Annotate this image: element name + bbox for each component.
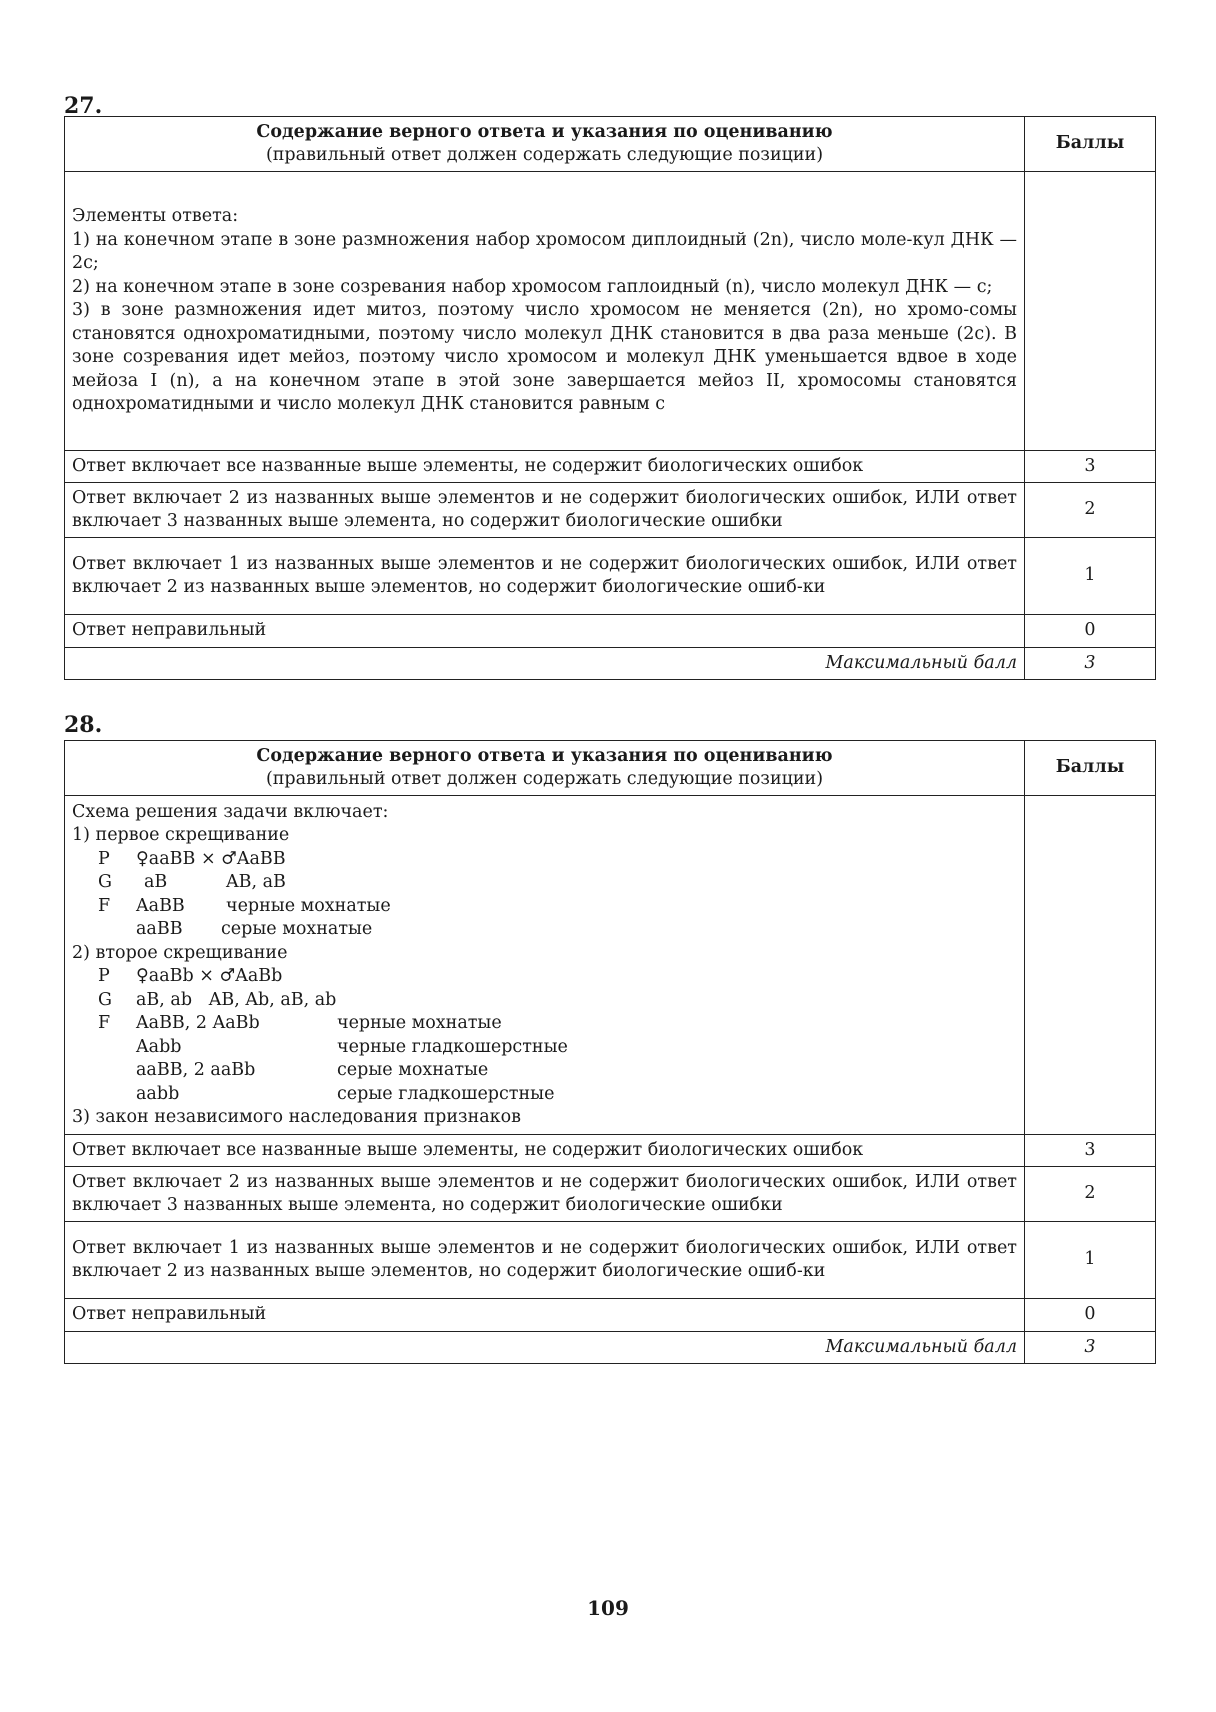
genetics-row bbox=[72, 989, 1017, 1013]
criteria-text: Ответ включает 2 из названных выше элементов и не содержит биологических ошибок, ИЛИ ответ включает 3 названных выше элемента, но содержит биологические ошибки bbox=[65, 483, 1025, 538]
elements-title: Элементы ответа: bbox=[72, 206, 239, 227]
element-3: 3) в зоне размножения идет митоз, поэтому число хромосом не меняется (2n), но хромо-сомы становятся однохроматидными, поэтому число молекул ДНК становится в два раза меньше (2с). В зоне созревания идет мейоз, поэтому число хромосом и молекул ДНК уменьшается вдвое в ходе мейоза I (n), а на конечном этапе в этой зоне завершается мейоз II, хромосомы становятся однохроматидными и число молекул ДНК становится равным с bbox=[72, 300, 1017, 415]
header-sub: (правильный ответ должен содержать следующие позиции) bbox=[265, 769, 824, 789]
scheme-title: Схема решения задачи включает: bbox=[72, 801, 389, 822]
element-1: 1) на конечном этапе в зоне размножения набор хромосом диплоидный (2n), число моле-кул ДНК — 2с; bbox=[72, 229, 1017, 274]
task-28-number: 28. bbox=[64, 712, 103, 738]
criteria-score: 0 bbox=[1025, 615, 1156, 648]
criteria-row bbox=[65, 1222, 1156, 1299]
gametes: aB, ab AB, Ab, aB, ab bbox=[136, 989, 337, 1010]
criteria-text: Ответ включает все названные выше элементы, не содержит биологических ошибок bbox=[65, 1135, 1025, 1167]
header-sub: (правильный ответ должен содержать следующие позиции) bbox=[265, 145, 824, 165]
header-content bbox=[65, 117, 1025, 172]
genotypes: aaBB bbox=[136, 919, 183, 939]
row-label: F bbox=[98, 1013, 111, 1033]
page-number: 109 bbox=[587, 1596, 629, 1620]
max-score-label: Максимальный балл bbox=[65, 648, 1025, 680]
row-label: P bbox=[98, 966, 110, 986]
max-score-row bbox=[65, 648, 1156, 680]
element-2: 2) на конечном этапе в зоне созревания набор хромосом гаплоидный (n), число молекул ДНК — с; bbox=[72, 276, 993, 297]
criteria-row bbox=[65, 1299, 1156, 1332]
law-statement: 3) закон независимого наследования признаков bbox=[72, 1107, 521, 1127]
cross-1-title: 1) первое скрещивание bbox=[72, 825, 290, 845]
genotypes: aabb bbox=[136, 1083, 180, 1104]
criteria-score: 1 bbox=[1025, 538, 1156, 615]
criteria-row bbox=[65, 538, 1156, 615]
cross-2-title: 2) второе скрещивание bbox=[72, 942, 288, 963]
header-score: Баллы bbox=[1025, 117, 1156, 172]
answer-elements-row bbox=[65, 172, 1156, 451]
genetics-row bbox=[72, 895, 1017, 919]
criteria-score: 3 bbox=[1025, 1135, 1156, 1167]
criteria-score: 1 bbox=[1025, 1222, 1156, 1299]
row-label: G bbox=[98, 989, 112, 1010]
criteria-score: 3 bbox=[1025, 451, 1156, 483]
criteria-score: 2 bbox=[1025, 483, 1156, 538]
row-label: P bbox=[98, 848, 110, 869]
phenotype: серые гладкошерстные bbox=[337, 1083, 555, 1104]
genetics-row bbox=[72, 1036, 1017, 1060]
row-label: G bbox=[98, 872, 112, 892]
table-header-row bbox=[65, 741, 1156, 796]
criteria-row bbox=[65, 615, 1156, 648]
header-content bbox=[65, 741, 1025, 796]
criteria-text: Ответ включает 1 из названных выше элементов и не содержит биологических ошибок, ИЛИ ответ включает 2 из названных выше элементов, но содержит биологические ошиб-ки bbox=[65, 538, 1025, 615]
genotypes: AaBB, 2 AaBb bbox=[136, 1013, 260, 1033]
answer-elements bbox=[65, 172, 1025, 451]
answer-elements bbox=[65, 796, 1025, 1135]
genotypes: Aabb bbox=[136, 1036, 182, 1057]
criteria-row bbox=[65, 451, 1156, 483]
task-27-number: 27. bbox=[64, 93, 103, 119]
criteria-text: Ответ неправильный bbox=[65, 615, 1025, 648]
max-score-label: Максимальный балл bbox=[65, 1332, 1025, 1364]
genetics-row bbox=[72, 848, 1017, 872]
max-score-value: 3 bbox=[1025, 648, 1156, 680]
criteria-score: 0 bbox=[1025, 1299, 1156, 1332]
genotypes: ♀aaBb × ♂AaBb bbox=[136, 966, 283, 986]
criteria-row bbox=[65, 1167, 1156, 1222]
genotypes: aB bbox=[144, 872, 168, 892]
max-score-value: 3 bbox=[1025, 1332, 1156, 1364]
phenotype: черные мохнатые bbox=[337, 1013, 502, 1033]
header-main: Содержание верного ответа и указания по оцениванию bbox=[256, 745, 833, 766]
genetics-row bbox=[72, 918, 1017, 942]
genetics-row bbox=[72, 1083, 1017, 1107]
genetics-row bbox=[72, 965, 1017, 989]
criteria-score: 2 bbox=[1025, 1167, 1156, 1222]
criteria-row bbox=[65, 1135, 1156, 1167]
answer-elements-score bbox=[1025, 796, 1156, 1135]
task-27-table bbox=[64, 116, 1156, 680]
table-header-row bbox=[65, 117, 1156, 172]
genetics-row bbox=[72, 871, 1017, 895]
genotypes: ♀aaBB × ♂AaBB bbox=[136, 848, 286, 869]
phenotype: серые мохнатые bbox=[337, 1060, 489, 1080]
answer-elements-score bbox=[1025, 172, 1156, 451]
phenotype: черные мохнатые bbox=[226, 895, 391, 916]
header-main: Содержание верного ответа и указания по оцениванию bbox=[256, 121, 833, 142]
genotypes: aaBB, 2 aaBb bbox=[136, 1060, 256, 1080]
criteria-row bbox=[65, 483, 1156, 538]
criteria-text: Ответ включает все названные выше элементы, не содержит биологических ошибок bbox=[65, 451, 1025, 483]
genetics-row bbox=[72, 1059, 1017, 1083]
genetics-row bbox=[72, 1012, 1017, 1036]
phenotype: черные гладкошерстные bbox=[337, 1036, 568, 1057]
criteria-text: Ответ включает 1 из названных выше элементов и не содержит биологических ошибок, ИЛИ ответ включает 2 из названных выше элементов, но содержит биологические ошиб-ки bbox=[65, 1222, 1025, 1299]
criteria-text: Ответ включает 2 из названных выше элементов и не содержит биологических ошибок, ИЛИ ответ включает 3 названных выше элемента, но содержит биологические ошибки bbox=[65, 1167, 1025, 1222]
gametes: AB, aB bbox=[226, 872, 286, 892]
header-score: Баллы bbox=[1025, 741, 1156, 796]
max-score-row bbox=[65, 1332, 1156, 1364]
answer-elements-row bbox=[65, 796, 1156, 1135]
row-label: F bbox=[98, 895, 111, 916]
phenotype: серые мохнатые bbox=[221, 919, 373, 939]
criteria-text: Ответ неправильный bbox=[65, 1299, 1025, 1332]
genotypes: AaBB bbox=[136, 895, 185, 916]
task-28-table bbox=[64, 740, 1156, 1364]
